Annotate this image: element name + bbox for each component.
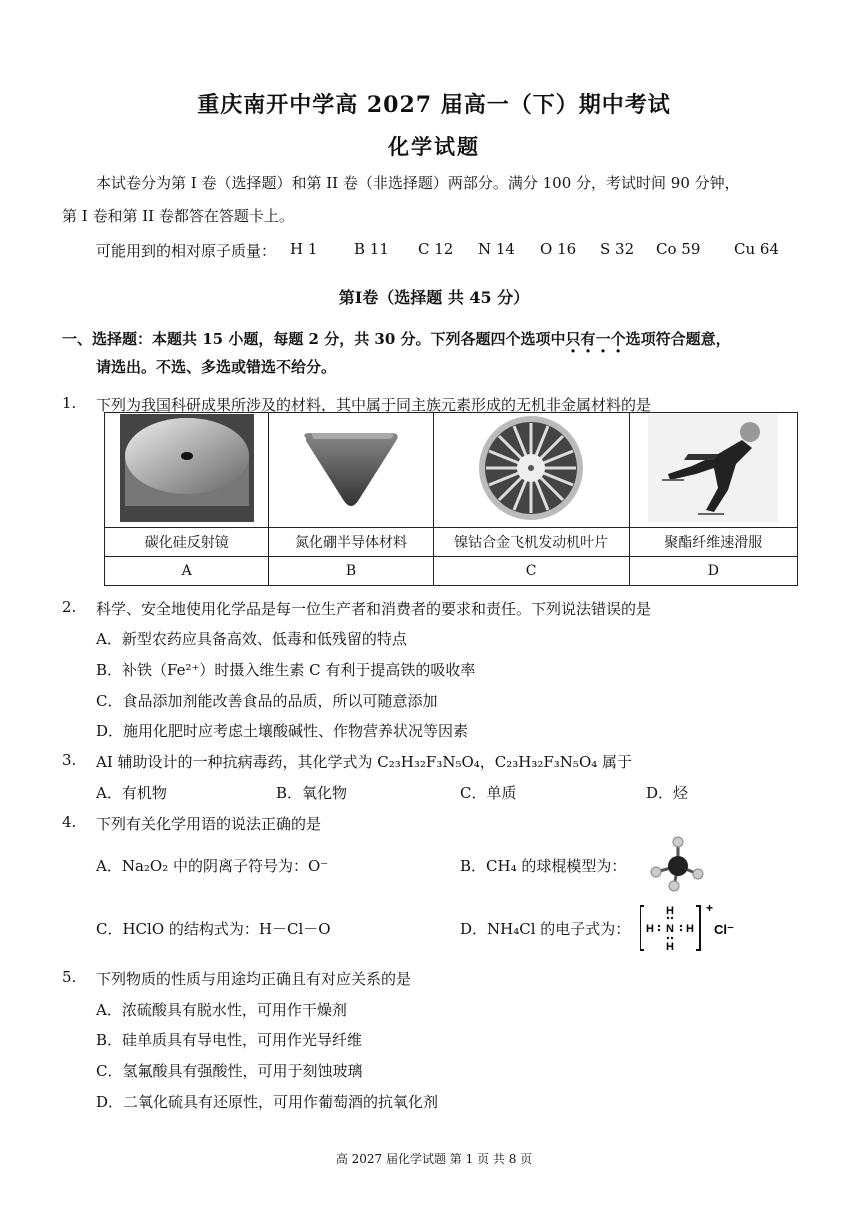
page-title: 重庆南开中学高 2027 届高一（下）期中考试 bbox=[197, 92, 671, 118]
question-5-option-b: B．硅单质具有导电性，可用作光导纤维 bbox=[96, 1031, 363, 1049]
intro-line-1: 本试卷分为第 I 卷（选择题）和第 II 卷（非选择题）两部分。满分 100 分，考试时间 90 分钟， bbox=[96, 174, 740, 192]
section-instructions-line-2: 请选出。不选、多选或错选不给分。 bbox=[96, 358, 337, 376]
atomic-mass-h: H 1 bbox=[290, 240, 318, 258]
emphasis-char: 只 bbox=[565, 330, 581, 348]
question-3-option-c: C．单质 bbox=[460, 784, 517, 802]
atomic-mass-o: O 16 bbox=[540, 240, 577, 258]
atomic-mass-label: 可能用到的相对原子质量： bbox=[96, 242, 277, 260]
electron-charge: + bbox=[706, 902, 714, 915]
question-2-option-b: B．补铁（Fe²⁺）时摄入维生素 C 有利于提高铁的吸收率 bbox=[96, 661, 476, 679]
question-5-number: 5. bbox=[62, 968, 77, 986]
section-heading: 第I卷（选择题 共 45 分） bbox=[338, 288, 530, 307]
emphasis-char: 一 bbox=[595, 330, 611, 348]
page-footer: 高 2027 届化学试题 第 1 页 共 8 页 bbox=[335, 1152, 533, 1166]
material-caption-d: 聚酯纤维速滑服 bbox=[629, 528, 797, 557]
turbine-image bbox=[433, 413, 629, 528]
question-4-option-d: D．NH₄Cl 的电子式为： bbox=[460, 920, 631, 938]
electron-h-right: H bbox=[686, 923, 694, 935]
atomic-mass-b: B 11 bbox=[354, 240, 389, 258]
skater-image bbox=[629, 413, 797, 528]
question-1-number: 1. bbox=[62, 394, 77, 412]
question-2-option-d: D．施用化肥时应考虑土壤酸碱性、作物营养状况等因素 bbox=[96, 722, 469, 740]
question-5-stem: 下列物质的性质与用途均正确且有对应关系的是 bbox=[96, 970, 412, 988]
question-5-option-d: D．二氧化硫具有还原性，可用作葡萄酒的抗氧化剂 bbox=[96, 1093, 439, 1111]
question-5-option-a: A．浓硫酸具有脱水性，可用作干燥剂 bbox=[96, 1001, 347, 1019]
mirror-image bbox=[105, 413, 269, 528]
atomic-mass-n: N 14 bbox=[478, 240, 515, 258]
materials-table bbox=[104, 412, 798, 586]
question-3-number: 3. bbox=[62, 751, 77, 769]
material-caption-c: 镍钴合金飞机发动机叶片 bbox=[433, 528, 629, 557]
electron-h-top: H bbox=[666, 905, 674, 917]
question-4-option-c: C．HClO 的结构式为：H－Cl－O bbox=[96, 920, 331, 938]
atomic-mass-cu: Cu 64 bbox=[734, 240, 779, 258]
section-instructions-line-1: 一、选择题：本题共 15 小题，每题 2 分，共 30 分。下列各题四个选项中只有一个选项符合题意， bbox=[62, 330, 731, 348]
question-3-option-a: A．有机物 bbox=[96, 784, 167, 802]
question-5-option-c: C．氢氟酸具有强酸性，可用于刻蚀玻璃 bbox=[96, 1062, 363, 1080]
question-3-stem: AI 辅助设计的一种抗病毒药，其化学式为 C₂₃H₃₂F₃N₅O₄，C₂₃H₃₂F₃N₅O₄ 属于 bbox=[96, 753, 633, 771]
atomic-mass-co: Co 59 bbox=[656, 240, 701, 258]
nh4cl-electron-formula bbox=[640, 902, 750, 958]
electron-n-center: N bbox=[666, 923, 674, 935]
question-2-stem: 科学、安全地使用化学品是每一位生产者和消费者的要求和责任。下列说法错误的是 bbox=[96, 600, 652, 618]
question-3-option-d: D．烃 bbox=[646, 784, 689, 802]
material-label-d: D bbox=[629, 557, 797, 586]
question-2-option-a: A．新型农药应具备高效、低毒和低残留的特点 bbox=[96, 630, 407, 648]
electron-h-left: H bbox=[646, 923, 654, 935]
atomic-mass-c: C 12 bbox=[418, 240, 454, 258]
question-4-option-b: B．CH₄ 的球棍模型为： bbox=[460, 857, 627, 875]
emphasis-char: 个 bbox=[610, 330, 626, 348]
material-label-b: B bbox=[269, 557, 433, 586]
semiconductor-image bbox=[269, 413, 433, 528]
electron-h-bottom: H bbox=[666, 941, 674, 953]
question-4-stem: 下列有关化学用语的说法正确的是 bbox=[96, 815, 322, 833]
question-1-stem: 下列为我国科研成果所涉及的材料，其中属于同主族元素形成的无机非金属材料的是 bbox=[96, 396, 652, 414]
intro-line-2: 第 I 卷和第 II 卷都答在答题卡上。 bbox=[62, 207, 294, 225]
material-label-a: A bbox=[105, 557, 269, 586]
question-4-number: 4. bbox=[62, 813, 77, 831]
question-3-option-b: B．氧化物 bbox=[276, 784, 348, 802]
material-caption-a: 碳化硅反射镜 bbox=[105, 528, 269, 557]
question-2-option-c: C．食品添加剂能改善食品的品质，所以可随意添加 bbox=[96, 692, 438, 710]
question-4-option-a: A．Na₂O₂ 中的阴离子符号为：O⁻ bbox=[96, 857, 329, 875]
ch4-ball-stick-model bbox=[648, 836, 708, 892]
material-caption-b: 氮化硼半导体材料 bbox=[269, 528, 433, 557]
emphasis-char: 有 bbox=[580, 330, 596, 348]
material-label-c: C bbox=[433, 557, 629, 586]
page-subtitle: 化学试题 bbox=[388, 134, 480, 159]
atomic-mass-s: S 32 bbox=[600, 240, 635, 258]
electron-anion: Cl⁻ bbox=[714, 922, 734, 937]
question-2-number: 2. bbox=[62, 598, 77, 616]
